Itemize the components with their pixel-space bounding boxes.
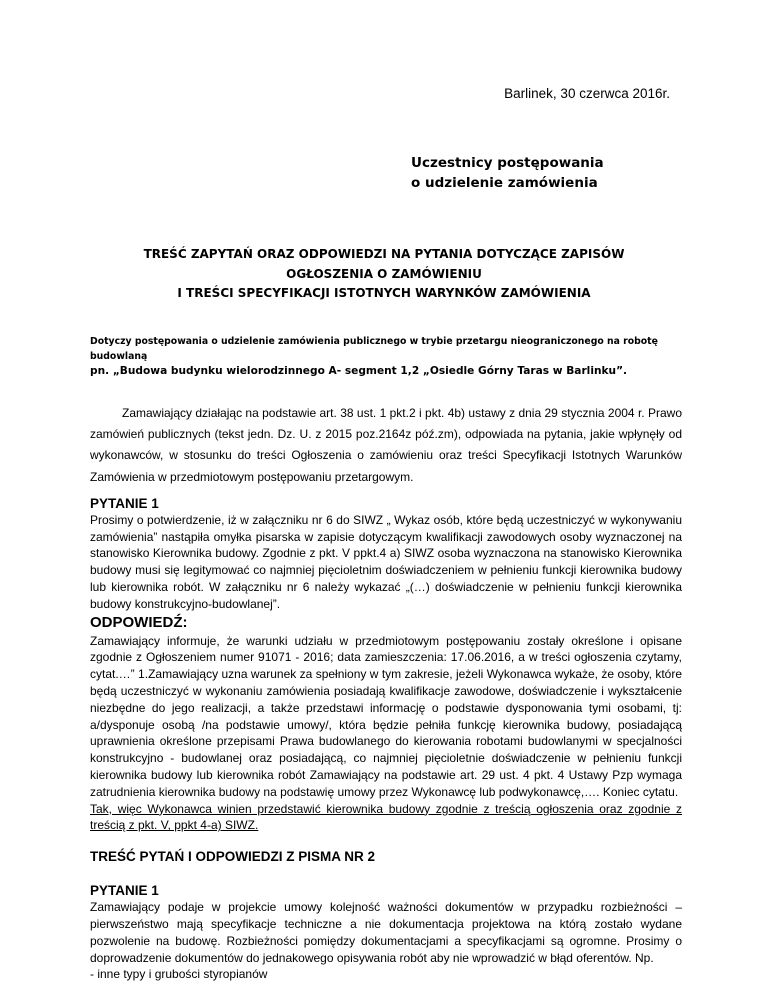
title-line-1: TREŚĆ ZAPYTAŃ ORAZ ODPOWIEDZI NA PYTANIA DOTYCZĄCE ZAPISÓW bbox=[143, 247, 625, 261]
date-line: Barlinek, 30 czerwca 2016r. bbox=[504, 86, 670, 101]
section-2-question-1-heading: PYTANIE 1 bbox=[90, 883, 159, 899]
recipients-line-2: o udzielenie zamówienia bbox=[411, 175, 598, 191]
document-title bbox=[0, 245, 768, 304]
answer-1-heading: ODPOWIEDŹ: bbox=[90, 613, 188, 631]
section-2-question-1-text: Zamawiający podaje w projekcie umowy kolejność ważności dokumentów w przypadku rozbieżności – pierwszeństwo mają specyfikacje techniczne a nie dokumentacja projektowa na którą zostało wydane pozwolenie na budowę. Rozbieżności pomiędzy dokumentacjami a specyfikacjami są ogromne. Prosimy o doprowadzenie dokumentów do jednakowego opisywania robót aby nie wprowadzić w błąd oferentów. Np. bbox=[90, 900, 682, 965]
subject-block bbox=[90, 334, 682, 379]
recipients-line-1: Uczestnicy postępowania bbox=[411, 155, 604, 171]
title-line-2: OGŁOSZENIA O ZAMÓWIENIU bbox=[286, 266, 482, 281]
answer-1-conclusion: Tak, więc Wykonawca winien przedstawić kierownika budowy zgodnie z treścią ogłoszenia oraz zgodnie z treścią z pkt. V, ppkt 4-a) SIWZ. bbox=[90, 801, 682, 833]
recipients-block bbox=[411, 153, 604, 193]
answer-1-text: Zamawiający informuje, że warunki udziału w przedmiotowym postępowaniu zostały określone i opisane zgodnie z Ogłoszeniem numer 91071 - 2016; data zamieszczenia: 17.06.2016, a w treści ogłoszenia czytamy, cytat.…” 1.Zamawiający uzna warunek za spełniony w tym zakresie, jeżeli Wykonawca wykaże, że osoby, które będą uczestniczyć w wykonaniu zamówienia posiadają kwalifikacje zawodowe, doświadczenie i wykształcenie niezbędne do jego realizacji, a także przedstawi informację o podstawie dysponowania tymi osobami, tj: a/dysponuje osobą /na podstawie umowy/, która będzie pełniła funkcję kierownika budowy, posiadającą uprawnienia określone przepisami Prawa budowlanego do kierowania robotami budowlanymi w specjalności konstrukcyjno - budowlanej oraz posiadającą, co najmniej pięcioletnie doświadczenie w pełnieniu funkcji kierownika budowy lub kierownika robót Zamawiający na podstawie art. 29 ust. 4 pkt. 4 Ustawy Pzp wymaga zatrudnienia kierownika budowy na podstawię umowy przez Wykonawcę lub podwykonawcę,…. Koniec cytatu. bbox=[90, 633, 682, 799]
section-2-question-1-item: - inne typy i grubości styropianów bbox=[90, 967, 268, 982]
intro-paragraph: Zamawiający działając na podstawie art. 38 ust. 1 pkt.2 i pkt. 4b) ustawy z dnia 29 stycznia 2004 r. Prawo zamówień publicznych (tekst jedn. Dz. U. z 2015 poz.2164z póź.zm), odpowiada na pytania, jakie wpłynęły od wykonawców, w stosunku do treści Ogłoszenia o zamówieniu oraz treści Specyfikacji Istotnych Warunków Zamówienia w przedmiotowym postępowaniu przetargowym. bbox=[90, 406, 682, 484]
document-body bbox=[90, 403, 682, 983]
title-line-3: I TREŚCI SPECYFIKACJI ISTOTNYCH WARYNKÓW ZAMÓWIENIA bbox=[177, 286, 591, 300]
question-1-heading: PYTANIE 1 bbox=[90, 495, 159, 511]
section-2-heading: TREŚĆ PYTAŃ I ODPOWIEDZI Z PISMA NR 2 bbox=[90, 849, 376, 865]
subject-line-1: Dotyczy postępowania o udzielenie zamówienia publicznego w trybie przetargu nieograniczonego na robotę budowlaną bbox=[90, 336, 658, 362]
subject-line-2: pn. „Budowa budynku wielorodzinnego A- segment 1,2 „Osiedle Górny Taras w Barlinku”. bbox=[90, 365, 628, 377]
question-1-text: Prosimy o potwierdzenie, iż w załączniku nr 6 do SIWZ „ Wykaz osób, które będą uczestniczyć w wykonywaniu zamówienia” nastąpiła omyłka pisarska w zapisie dotyczącym kwalifikacji zawodowych osoby wyznaczonej na stanowisko Kierownika budowy. Zgodnie z pkt. V ppkt.4 a) SIWZ osoba wyznaczona na stanowisko Kierownika budowy musi się legitymować co najmniej pięcioletnim doświadczeniem w pełnieniu funkcji kierownika budowy lub kierownika robót. W załączniku nr 6 należy wykazać „(…) doświadczenie w pełnieniu funkcji kierownika budowy konstrukcyjno-budowlanej”. bbox=[90, 512, 682, 611]
